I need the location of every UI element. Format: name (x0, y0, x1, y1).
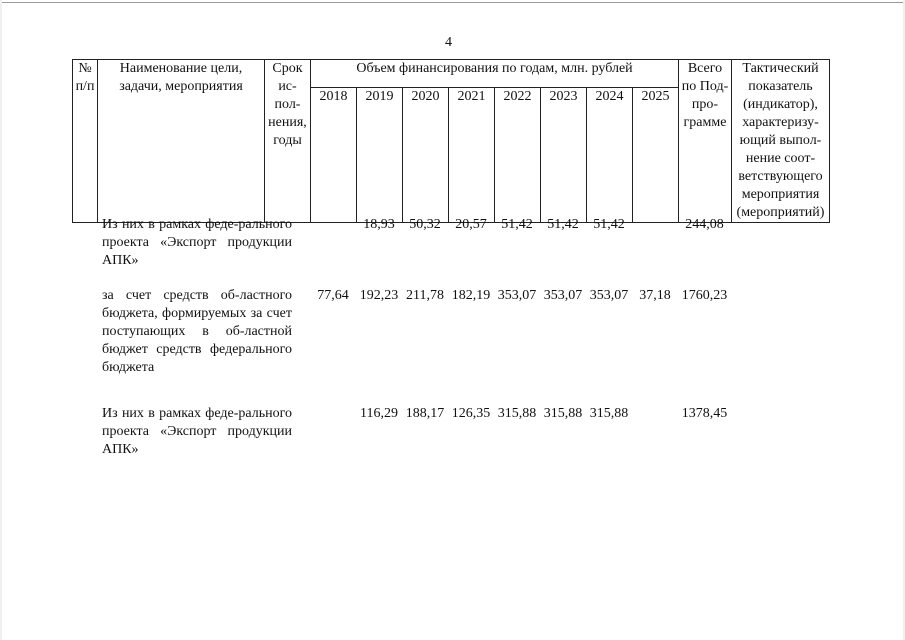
value-2024: 315,88 (589, 406, 629, 421)
year-header: 2018 (311, 88, 357, 223)
row-description: Из них в рамках феде-рального проекта «Экспорт продукции АПК» (102, 217, 292, 268)
value-2022: 353,07 (497, 288, 537, 303)
row-description: за счет средств об-ластного бюджета, формируемых за счет поступающих в об-ластной бюджет средств федерального бюджета (102, 288, 292, 375)
value-2021: 20,57 (455, 217, 487, 232)
value-2020: 50,32 (409, 217, 441, 232)
funding-table-header (72, 59, 830, 223)
value-2024: 353,07 (589, 288, 629, 303)
value-2024: 51,42 (593, 217, 625, 232)
value-2023: 353,07 (543, 288, 583, 303)
value-2022: 51,42 (501, 217, 533, 232)
row-description: Из них в рамках феде-рального проекта «Экспорт продукции АПК» (102, 406, 292, 457)
value-2023: 315,88 (543, 406, 583, 421)
value-total: 1760,23 (681, 288, 728, 303)
value-2022: 315,88 (497, 406, 537, 421)
year-header: 2021 (449, 88, 495, 223)
value-2020: 188,17 (405, 406, 445, 421)
value-2019: 116,29 (360, 406, 398, 421)
year-header: 2023 (541, 88, 587, 223)
year-header: 2019 (357, 88, 403, 223)
col-name-header: Наименование цели, задачи, мероприятия (98, 60, 265, 223)
value-2019: 192,23 (359, 288, 399, 303)
year-header: 2020 (403, 88, 449, 223)
col-indicator-header: Тактический показатель (индикатор), характеризу-ющий выпол-нение соот-ветствующего мероприятия (мероприятий) (732, 60, 830, 223)
col-term-header: Срок ис-пол-нения, годы (265, 60, 311, 223)
year-header: 2024 (587, 88, 633, 223)
year-header: 2022 (495, 88, 541, 223)
value-total: 1378,45 (681, 406, 728, 421)
top-border-line (0, 2, 905, 3)
year-header: 2025 (633, 88, 679, 223)
left-scan-edge (0, 0, 2, 640)
value-2025: 37,18 (639, 288, 671, 303)
value-2021: 182,19 (451, 288, 491, 303)
page-number: 4 (445, 35, 452, 50)
value-2018: 77,64 (317, 288, 349, 303)
value-2020: 211,78 (406, 288, 444, 303)
col-total-header: Всего по Под-про-грамме (679, 60, 732, 223)
value-2023: 51,42 (547, 217, 579, 232)
value-2021: 126,35 (451, 406, 491, 421)
value-2019: 18,93 (363, 217, 395, 232)
value-total: 244,08 (685, 217, 724, 232)
col-funding-header: Объем финансирования по годам, млн. рублей (311, 60, 679, 88)
col-num-header: № п/п (73, 60, 98, 223)
